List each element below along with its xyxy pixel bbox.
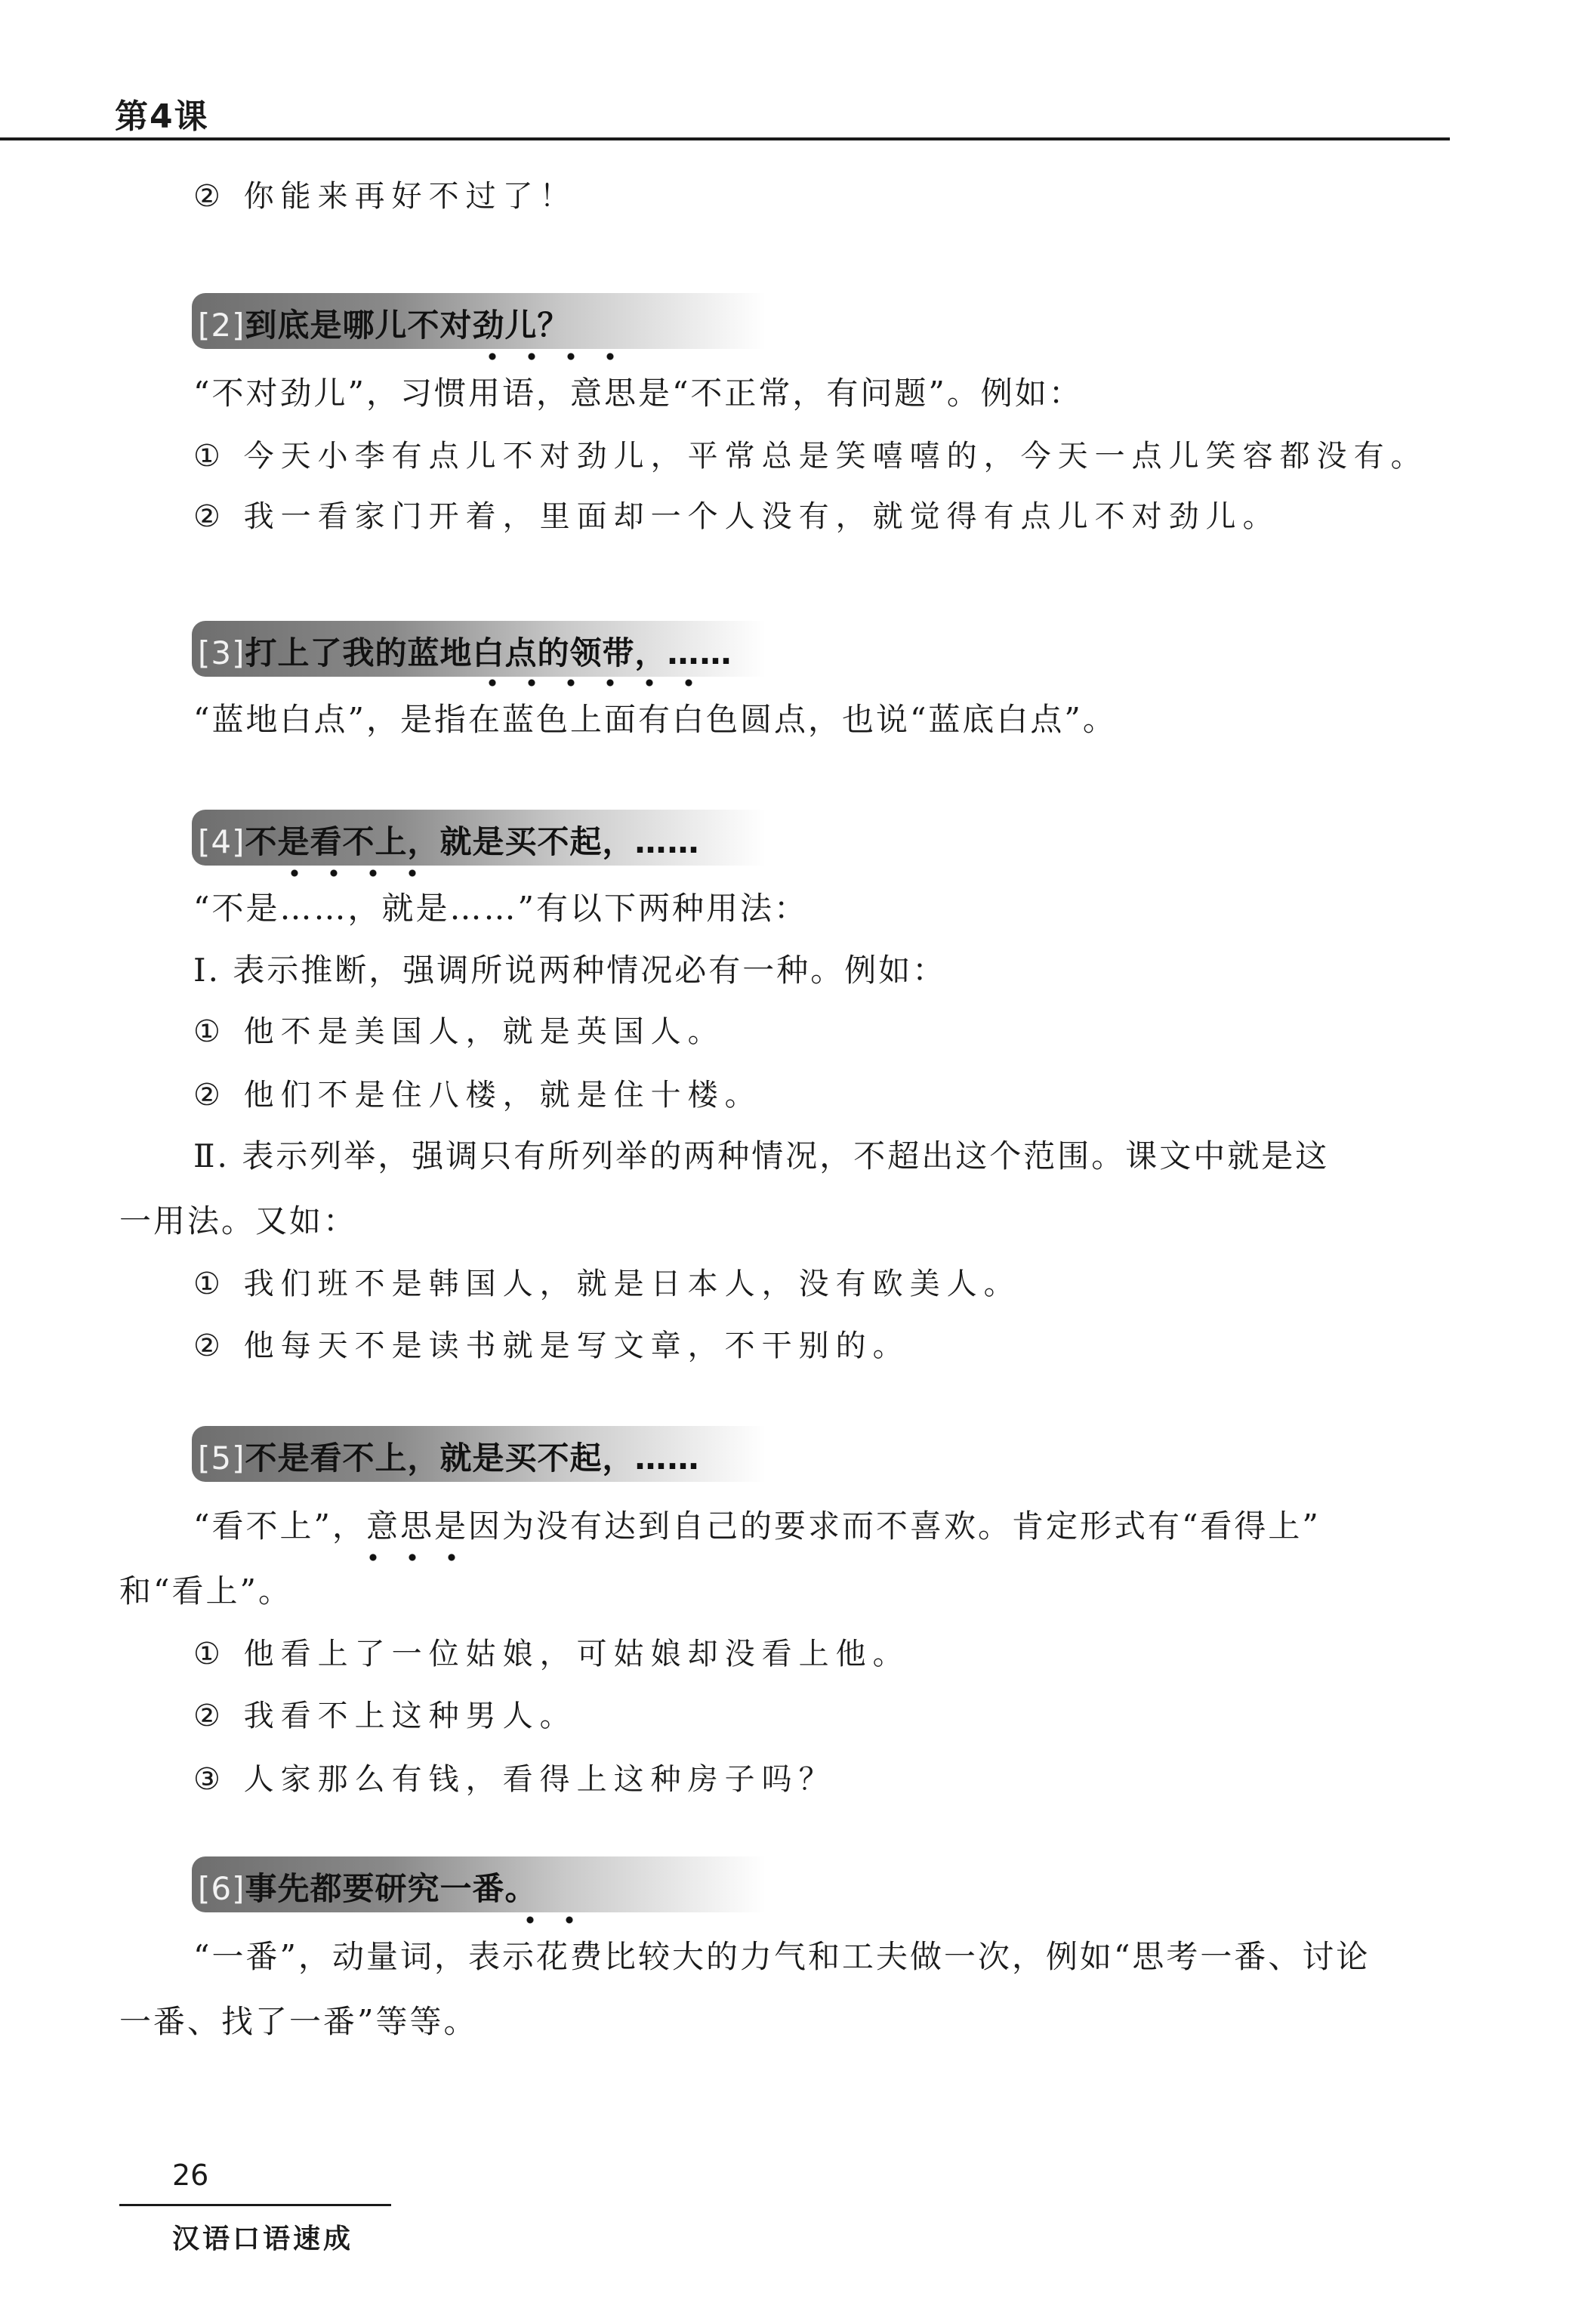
example-sentence: ③ 人家那么有钱，看得上这种房子吗？ (193, 1762, 836, 1797)
explanation-text: “蓝地白点”，是指在蓝色上面有白色圆点，也说“蓝底白点”。 (193, 701, 1117, 738)
section-title: 事先都要研究一番。 (245, 1870, 538, 1907)
explanation-text: “看不上”，意思是因为没有达到自己的要求而不喜欢。肯定形式有“看得上” (193, 1508, 1321, 1545)
section-number: [3] (198, 634, 245, 671)
section-heading (198, 628, 732, 674)
emphasis-dots (353, 1553, 470, 1562)
explanation-text: Ⅰ. 表示推断，强调所说两种情况必有一种。例如： (193, 952, 947, 989)
section-heading (198, 1434, 700, 1479)
example-sentence: ① 他不是美国人，就是英国人。 (193, 1014, 725, 1049)
explanation-text: Ⅱ. 表示列举，强调只有所列举的两种情况，不超出这个范围。课文中就是这 (193, 1137, 1330, 1174)
example-sentence: ① 他看上了一位姑娘，可姑娘却没看上他。 (193, 1637, 910, 1671)
section-heading (198, 817, 700, 863)
section-number: [4] (198, 823, 245, 860)
emphasis-dots (473, 678, 707, 687)
section-title: 打上了我的蓝地白点的领带，…… (245, 634, 732, 671)
emphasis-dots (275, 869, 430, 878)
section-number: [5] (198, 1440, 245, 1477)
header-rule (0, 137, 1450, 140)
emphasis-dots (473, 352, 628, 361)
explanation-text: “一番”，动量词，表示花费比较大的力气和工夫做一次，例如“思考一番、讨论 (193, 1938, 1371, 1975)
example-sentence: ② 他们不是住八楼，就是住十楼。 (193, 1078, 762, 1113)
section-number: [6] (198, 1870, 245, 1907)
section-number: [2] (198, 307, 245, 344)
explanation-text: 一番、找了一番”等等。 (119, 2003, 478, 2040)
section-heading (198, 301, 570, 346)
top-example: ② 你能来再好不过了！ (193, 179, 577, 214)
book-title: 汉语口语速成 (172, 2224, 354, 2255)
page-number: 26 (172, 2159, 209, 2192)
section-title: 到底是哪儿不对劲儿？ (245, 307, 570, 344)
lesson-title: 第4课 (115, 97, 209, 136)
emphasis-dots (510, 1915, 587, 1924)
explanation-text: “不是……，就是……”有以下两种用法： (193, 890, 808, 927)
example-sentence: ① 今天小李有点儿不对劲儿，平常总是笑嘻嘻的，今天一点儿笑容都没有。 (193, 439, 1428, 474)
footer-rule (119, 2204, 391, 2206)
section-heading (198, 1864, 538, 1909)
explanation-text: “不对劲儿”，习惯用语，意思是“不正常，有问题”。例如： (193, 375, 1083, 412)
example-sentence: ① 我们班不是韩国人，就是日本人，没有欧美人。 (193, 1267, 1021, 1301)
explanation-text: 一用法。又如： (119, 1202, 358, 1239)
section-title: 不是看不上，就是买不起，…… (245, 823, 700, 860)
example-sentence: ② 他每天不是读书就是写文章，不干别的。 (193, 1329, 910, 1363)
section-title: 不是看不上，就是买不起，…… (245, 1440, 700, 1477)
example-sentence: ② 我看不上这种男人。 (193, 1699, 577, 1733)
example-sentence: ② 我一看家门开着，里面却一个人没有，就觉得有点儿不对劲儿。 (193, 499, 1280, 534)
explanation-text: 和“看上”。 (119, 1572, 292, 1610)
